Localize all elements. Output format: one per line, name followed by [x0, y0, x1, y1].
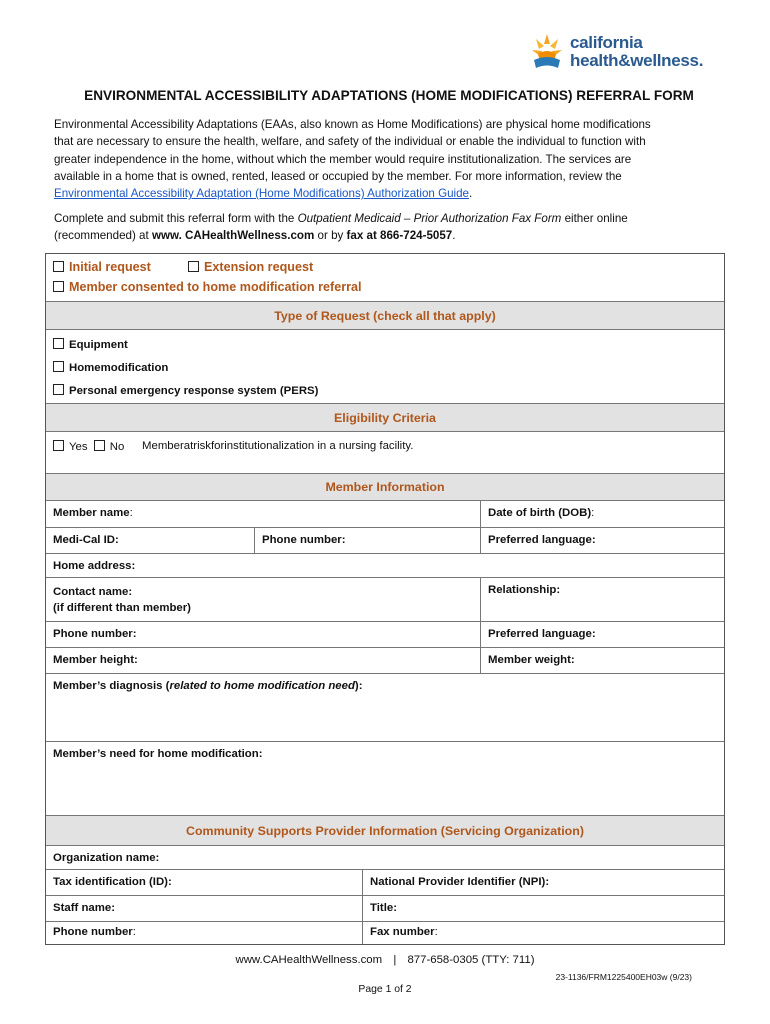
- logo-text-line1: california: [570, 33, 643, 52]
- tax-npi-row: [46, 870, 724, 896]
- intro-line: greater independence in the home, without which the member would require institutionalization. The services are: [54, 152, 632, 166]
- diagnosis-row: [46, 674, 724, 742]
- consent-checkbox[interactable]: [53, 281, 64, 292]
- intro-paragraph: Environmental Accessibility Adaptations (EAAs, also known as Home Modifications) are physical home modifications that are necessary to ensure the health, welfare, and safety of the individual or enable the individual to function with greater independence in the home, without which the member would require institutionalization. The services are available in a home that is owned, rented, leased or occupied by the member. For more information, review the Environmental Accessibility Adaptation (Home Modifications) Authorization Guide.: [54, 116, 734, 202]
- organization-name-field[interactable]: Organization name:: [53, 852, 160, 864]
- member-name-field[interactable]: Member name:: [53, 507, 133, 519]
- submit-instructions: Complete and submit this referral form with the Outpatient Medicaid – Prior Authorization Fax Form either online (recommended) at www. CAHealthWellness.com or by fax at 866-724-5057.: [54, 212, 628, 243]
- need-field[interactable]: Member’s need for home modification:: [53, 748, 263, 760]
- intro-line: available in a home that is owned, rented, leased or occupied by the member. For more information, review the: [54, 169, 622, 183]
- need-row: [46, 742, 724, 816]
- provider-information-header: Community Supports Provider Information (Servicing Organization): [46, 816, 724, 846]
- intro-line: Environmental Accessibility Adaptations (EAAs, also known as Home Modifications) are physical home modifications: [54, 118, 651, 131]
- member-name-row: [46, 501, 724, 528]
- eligibility-text: Memberatriskforinstitutionalization in a nursing facility.: [142, 440, 414, 452]
- page-number: Page 1 of 2: [358, 984, 412, 995]
- tax-id-field[interactable]: Tax identification (ID):: [53, 876, 172, 888]
- authorization-guide-link[interactable]: Environmental Accessibility Adaptation (Home Modifications) Authorization Guide: [54, 187, 470, 201]
- medical-id-row: [46, 528, 724, 554]
- eligibility-no-checkbox[interactable]: [94, 440, 105, 451]
- contact-name-field[interactable]: Contact name: (if different than member): [53, 586, 191, 614]
- initial-request-checkbox[interactable]: [53, 261, 64, 272]
- extension-request-checkbox[interactable]: [188, 261, 199, 272]
- eligibility-yes-checkbox[interactable]: [53, 440, 64, 451]
- yes-label: Yes: [69, 441, 88, 453]
- staff-name-field[interactable]: Staff name:: [53, 902, 116, 914]
- footer-website: www.CAHealthWellness.com: [235, 954, 383, 966]
- form-code: 23-1136/FRM1225400EH03w (9/23): [555, 972, 692, 982]
- home-address-row: [46, 554, 724, 578]
- referral-form: [45, 253, 725, 945]
- request-section: [46, 254, 724, 302]
- contact-phone-row: [46, 622, 724, 648]
- eligibility-section: [46, 432, 724, 474]
- organization-row: [46, 846, 724, 870]
- member-height-field[interactable]: Member height:: [53, 654, 138, 666]
- npi-field[interactable]: National Provider Identifier (NPI):: [362, 870, 724, 895]
- relationship-field[interactable]: Relationship:: [480, 578, 724, 621]
- eligibility-header: Eligibility Criteria: [46, 404, 724, 432]
- logo-text-line2: health&wellness.: [570, 51, 704, 70]
- contact-language-field[interactable]: Preferred language:: [480, 622, 724, 647]
- consent-label: Member consented to home modification referral: [69, 280, 362, 294]
- member-phone-field[interactable]: Phone number:: [254, 528, 480, 553]
- form-title: ENVIRONMENTAL ACCESSIBILITY ADAPTATIONS (HOME MODIFICATIONS) REFERRAL FORM: [84, 88, 694, 103]
- diagnosis-field[interactable]: Member’s diagnosis (related to home modification need):: [53, 680, 363, 692]
- no-label: No: [109, 441, 125, 453]
- type-of-request-header: Type of Request (check all that apply): [46, 302, 724, 330]
- type-of-request-section: [46, 330, 724, 404]
- company-logo: [530, 30, 730, 78]
- staff-title-field[interactable]: Title:: [362, 896, 724, 921]
- footer-contact: www.CAHealthWellness.com | 877-658-0305 (TTY: 711): [235, 954, 535, 966]
- member-weight-field[interactable]: Member weight:: [480, 648, 724, 673]
- contact-phone-field[interactable]: Phone number:: [53, 628, 137, 640]
- provider-phone-row: [46, 922, 724, 944]
- equipment-label: Equipment: [69, 339, 128, 351]
- equipment-checkbox[interactable]: [53, 338, 64, 349]
- member-information-header: Member Information: [46, 474, 724, 501]
- intro-line: that are necessary to ensure the health, welfare, and safety of the individual or enable the individual to function with: [54, 135, 646, 149]
- home-address-field[interactable]: Home address:: [53, 560, 136, 572]
- staff-row: [46, 896, 724, 922]
- height-weight-row: [46, 648, 724, 674]
- sun-logo-icon: [530, 30, 564, 70]
- preferred-language-field[interactable]: Preferred language:: [480, 528, 724, 553]
- pers-checkbox[interactable]: [53, 384, 64, 395]
- medical-id-field[interactable]: Medi-Cal ID:: [53, 534, 119, 546]
- provider-fax-field[interactable]: Fax number:: [362, 922, 724, 944]
- contact-row: [46, 578, 724, 622]
- homemodification-label: Homemodification: [69, 362, 169, 374]
- footer-phone: 877-658-0305 (TTY: 711): [407, 954, 535, 966]
- homemodification-checkbox[interactable]: [53, 361, 64, 372]
- fax-text: fax at 866-724-5057: [346, 229, 453, 243]
- extension-request-label: Extension request: [204, 260, 314, 274]
- pers-label: Personal emergency response system (PERS): [69, 385, 319, 397]
- website-text: www. CAHealthWellness.com: [151, 229, 315, 243]
- dob-field[interactable]: Date of birth (DOB):: [480, 501, 724, 527]
- initial-request-label: Initial request: [69, 260, 151, 274]
- provider-phone-field[interactable]: Phone number:: [53, 926, 136, 938]
